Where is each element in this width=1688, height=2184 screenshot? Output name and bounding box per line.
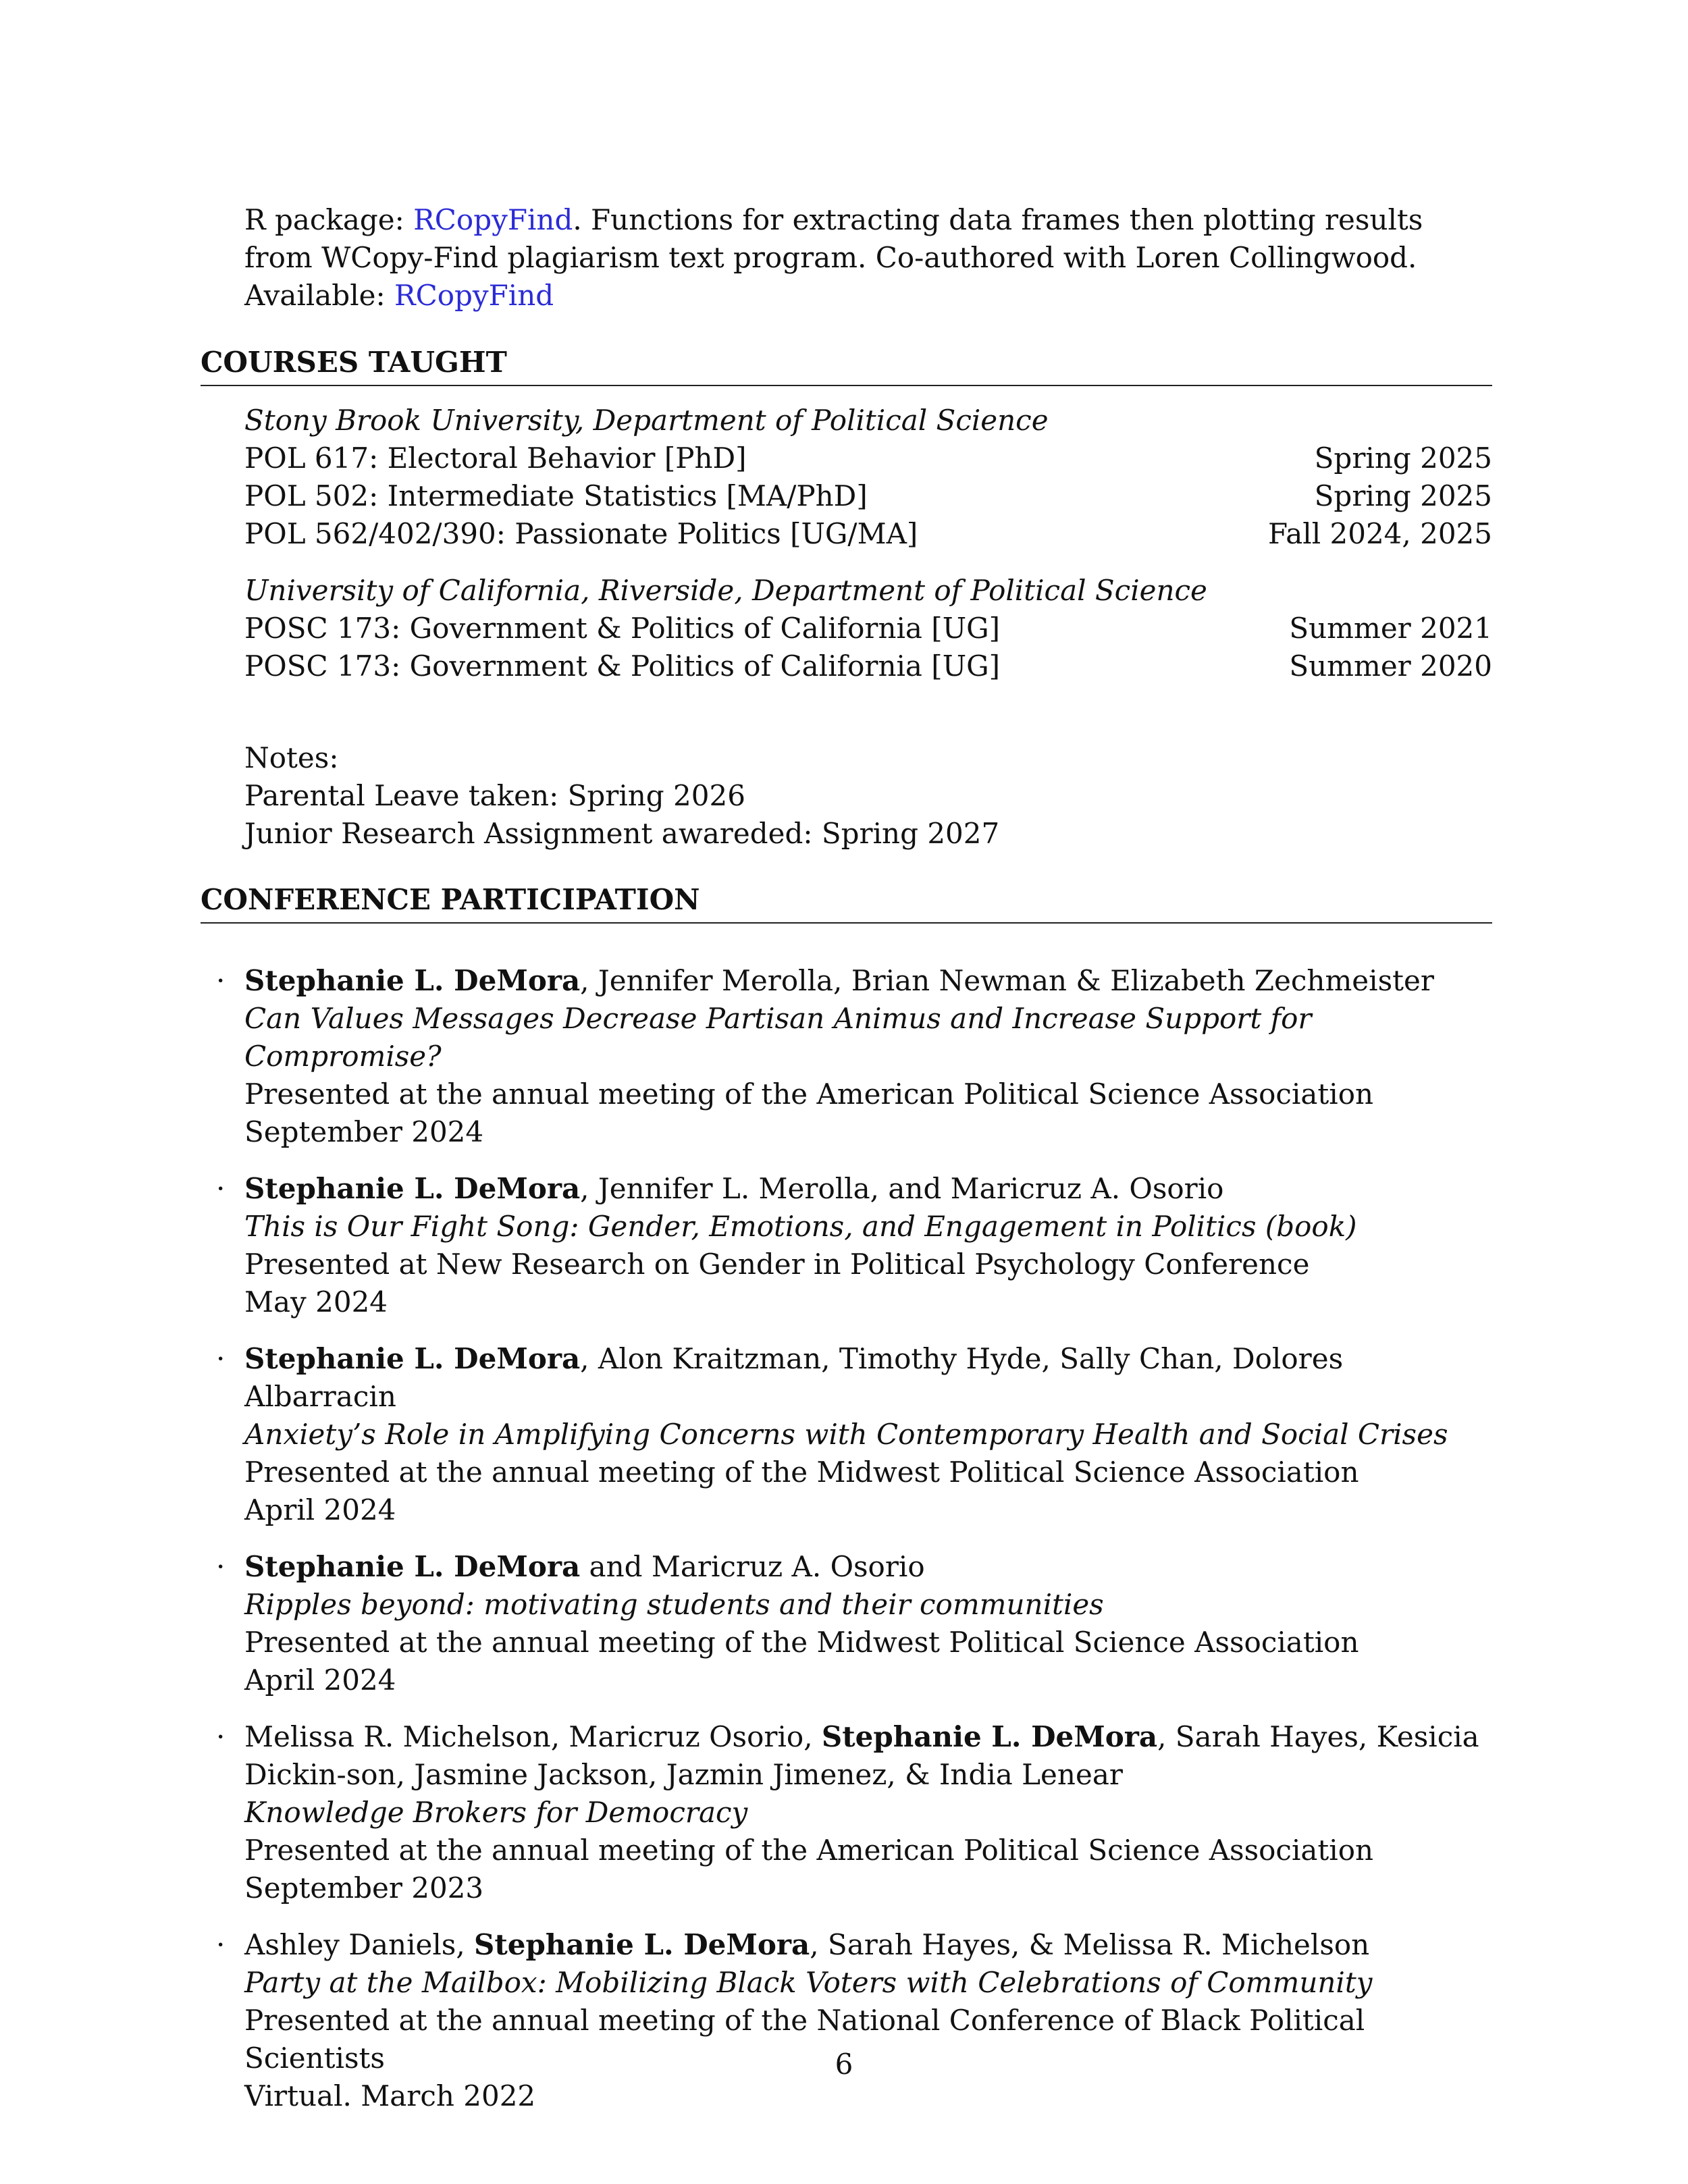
course-institution: University of California, Riverside, Department of Political Science [244, 574, 1207, 607]
rcopyfind-link-1[interactable]: RCopyFind [413, 203, 573, 236]
conference-date: September 2023 [244, 1871, 484, 1905]
course-row [244, 477, 1492, 515]
course-term: Summer 2021 [1289, 612, 1492, 645]
author-highlight: Stephanie L. DeMora [244, 1172, 581, 1205]
conference-entry [216, 1170, 1492, 1321]
course-row [244, 515, 1492, 553]
conference-venue: Presented at the annual meeting of the American Political Science Association [244, 1834, 1374, 1867]
notes-line: Notes: [244, 741, 339, 774]
course-term: Spring 2025 [1314, 479, 1492, 512]
authors-after: , Jennifer Merolla, Brian Newman & Elizabeth Zechmeister [580, 964, 1434, 997]
course-term: Spring 2025 [1314, 442, 1492, 475]
course-name: POL 562/402/390: Passionate Politics [UG/MA] [244, 517, 918, 550]
group-spacer [244, 553, 1492, 572]
conference-venue: Presented at the annual meeting of the National Conference of Black Political Scientists [244, 2004, 1365, 2075]
conference-list [216, 962, 1492, 2134]
conference-entry [216, 962, 1492, 1151]
course-row [244, 610, 1492, 647]
rcopyfind-link-2[interactable]: RCopyFind [394, 279, 554, 312]
bullet: · [216, 1928, 226, 1961]
bullet: · [216, 1720, 226, 1753]
rpackage-prefix: R package: [244, 203, 414, 236]
conference-title: Party at the Mailbox: Mobilizing Black Voters with Celebrations of Community [244, 1966, 1373, 1999]
conference-date: April 2024 [244, 1663, 396, 1697]
conference-venue: Presented at the annual meeting of the American Political Science Association [244, 1077, 1374, 1111]
course-institution: Stony Brook University, Department of Political Science [244, 404, 1049, 437]
conferences-heading: CONFERENCE PARTICIPATION [201, 883, 1492, 924]
conference-authors [244, 1548, 1492, 1586]
conference-venue: Presented at the annual meeting of the Midwest Political Science Association [244, 1456, 1359, 1489]
course-name: POL 617: Electoral Behavior [PhD] [244, 442, 747, 475]
authors-before: Melissa R. Michelson, Maricruz Osorio, [244, 1720, 822, 1753]
course-name: POSC 173: Government & Politics of California [UG] [244, 649, 1001, 683]
conference-venue: Presented at the annual meeting of the Midwest Political Science Association [244, 1626, 1359, 1659]
rpackage-description: . Functions for extracting data frames then plotting results from WCopy-Find plagiarism text program. Co-authored with Loren Collingwood. Available: [244, 203, 1423, 312]
authors-after: , Sarah Hayes, Kesicia Dickin-son, Jasmine Jackson, Jazmin Jimenez, & India Lenear [244, 1720, 1479, 1791]
bullet: · [216, 1342, 226, 1375]
course-row [244, 647, 1492, 685]
course-name: POL 502: Intermediate Statistics [MA/PhD] [244, 479, 868, 512]
rpackage-paragraph [244, 201, 1492, 315]
author-highlight: Stephanie L. DeMora [244, 1550, 581, 1583]
conference-title: Can Values Messages Decrease Partisan Animus and Increase Support for Compromise? [244, 1002, 1312, 1073]
author-highlight: Stephanie L. DeMora [474, 1928, 810, 1961]
conference-authors [244, 1340, 1492, 1416]
course-term: Fall 2024, 2025 [1267, 517, 1492, 550]
conference-authors [244, 1170, 1492, 1208]
bullet: · [216, 1550, 226, 1583]
author-highlight: Stephanie L. DeMora [821, 1720, 1158, 1753]
page-number: 6 [835, 2048, 853, 2081]
conference-date: May 2024 [244, 1285, 388, 1319]
conference-venue: Presented at New Research on Gender in Political Psychology Conference [244, 1248, 1310, 1281]
conference-entry [216, 1926, 1492, 2115]
author-highlight: Stephanie L. DeMora [244, 1342, 581, 1375]
bullet: · [216, 1172, 226, 1205]
conference-authors [244, 1926, 1492, 1964]
conference-date: September 2024 [244, 1115, 484, 1148]
courses-notes [244, 739, 1492, 853]
authors-after: , Sarah Hayes, & Melissa R. Michelson [810, 1928, 1370, 1961]
authors-before: Ashley Daniels, [244, 1928, 475, 1961]
conference-date: April 2024 [244, 1493, 396, 1526]
conference-entry [216, 1340, 1492, 1529]
conference-entry [216, 1718, 1492, 1907]
notes-line: Parental Leave taken: Spring 2026 [244, 779, 745, 812]
course-name: POSC 173: Government & Politics of California [UG] [244, 612, 1001, 645]
authors-after: , Alon Kraitzman, Timothy Hyde, Sally Chan, Dolores Albarracin [244, 1342, 1344, 1413]
conference-title: Ripples beyond: motivating students and their communities [244, 1588, 1104, 1621]
conference-entry [216, 1548, 1492, 1699]
course-row [244, 440, 1492, 477]
conference-authors [244, 962, 1492, 1000]
conference-date: Virtual. March 2022 [244, 2079, 536, 2112]
conference-title: This is Our Fight Song: Gender, Emotions, and Engagement in Politics (book) [244, 1210, 1357, 1243]
notes-line: Junior Research Assignment awareded: Spring 2027 [244, 817, 1000, 850]
author-highlight: Stephanie L. DeMora [244, 964, 581, 997]
authors-after: and Maricruz A. Osorio [580, 1550, 925, 1583]
bullet: · [216, 964, 226, 997]
course-term: Summer 2020 [1289, 649, 1492, 683]
conference-authors [244, 1718, 1492, 1794]
conference-title: Anxiety’s Role in Amplifying Concerns with Contemporary Health and Social Crises [244, 1418, 1448, 1451]
conference-title: Knowledge Brokers for Democracy [244, 1796, 748, 1829]
courses-heading: COURSES TAUGHT [201, 346, 1492, 386]
authors-after: , Jennifer L. Merolla, and Maricruz A. Osorio [580, 1172, 1224, 1205]
courses-list [244, 402, 1492, 685]
